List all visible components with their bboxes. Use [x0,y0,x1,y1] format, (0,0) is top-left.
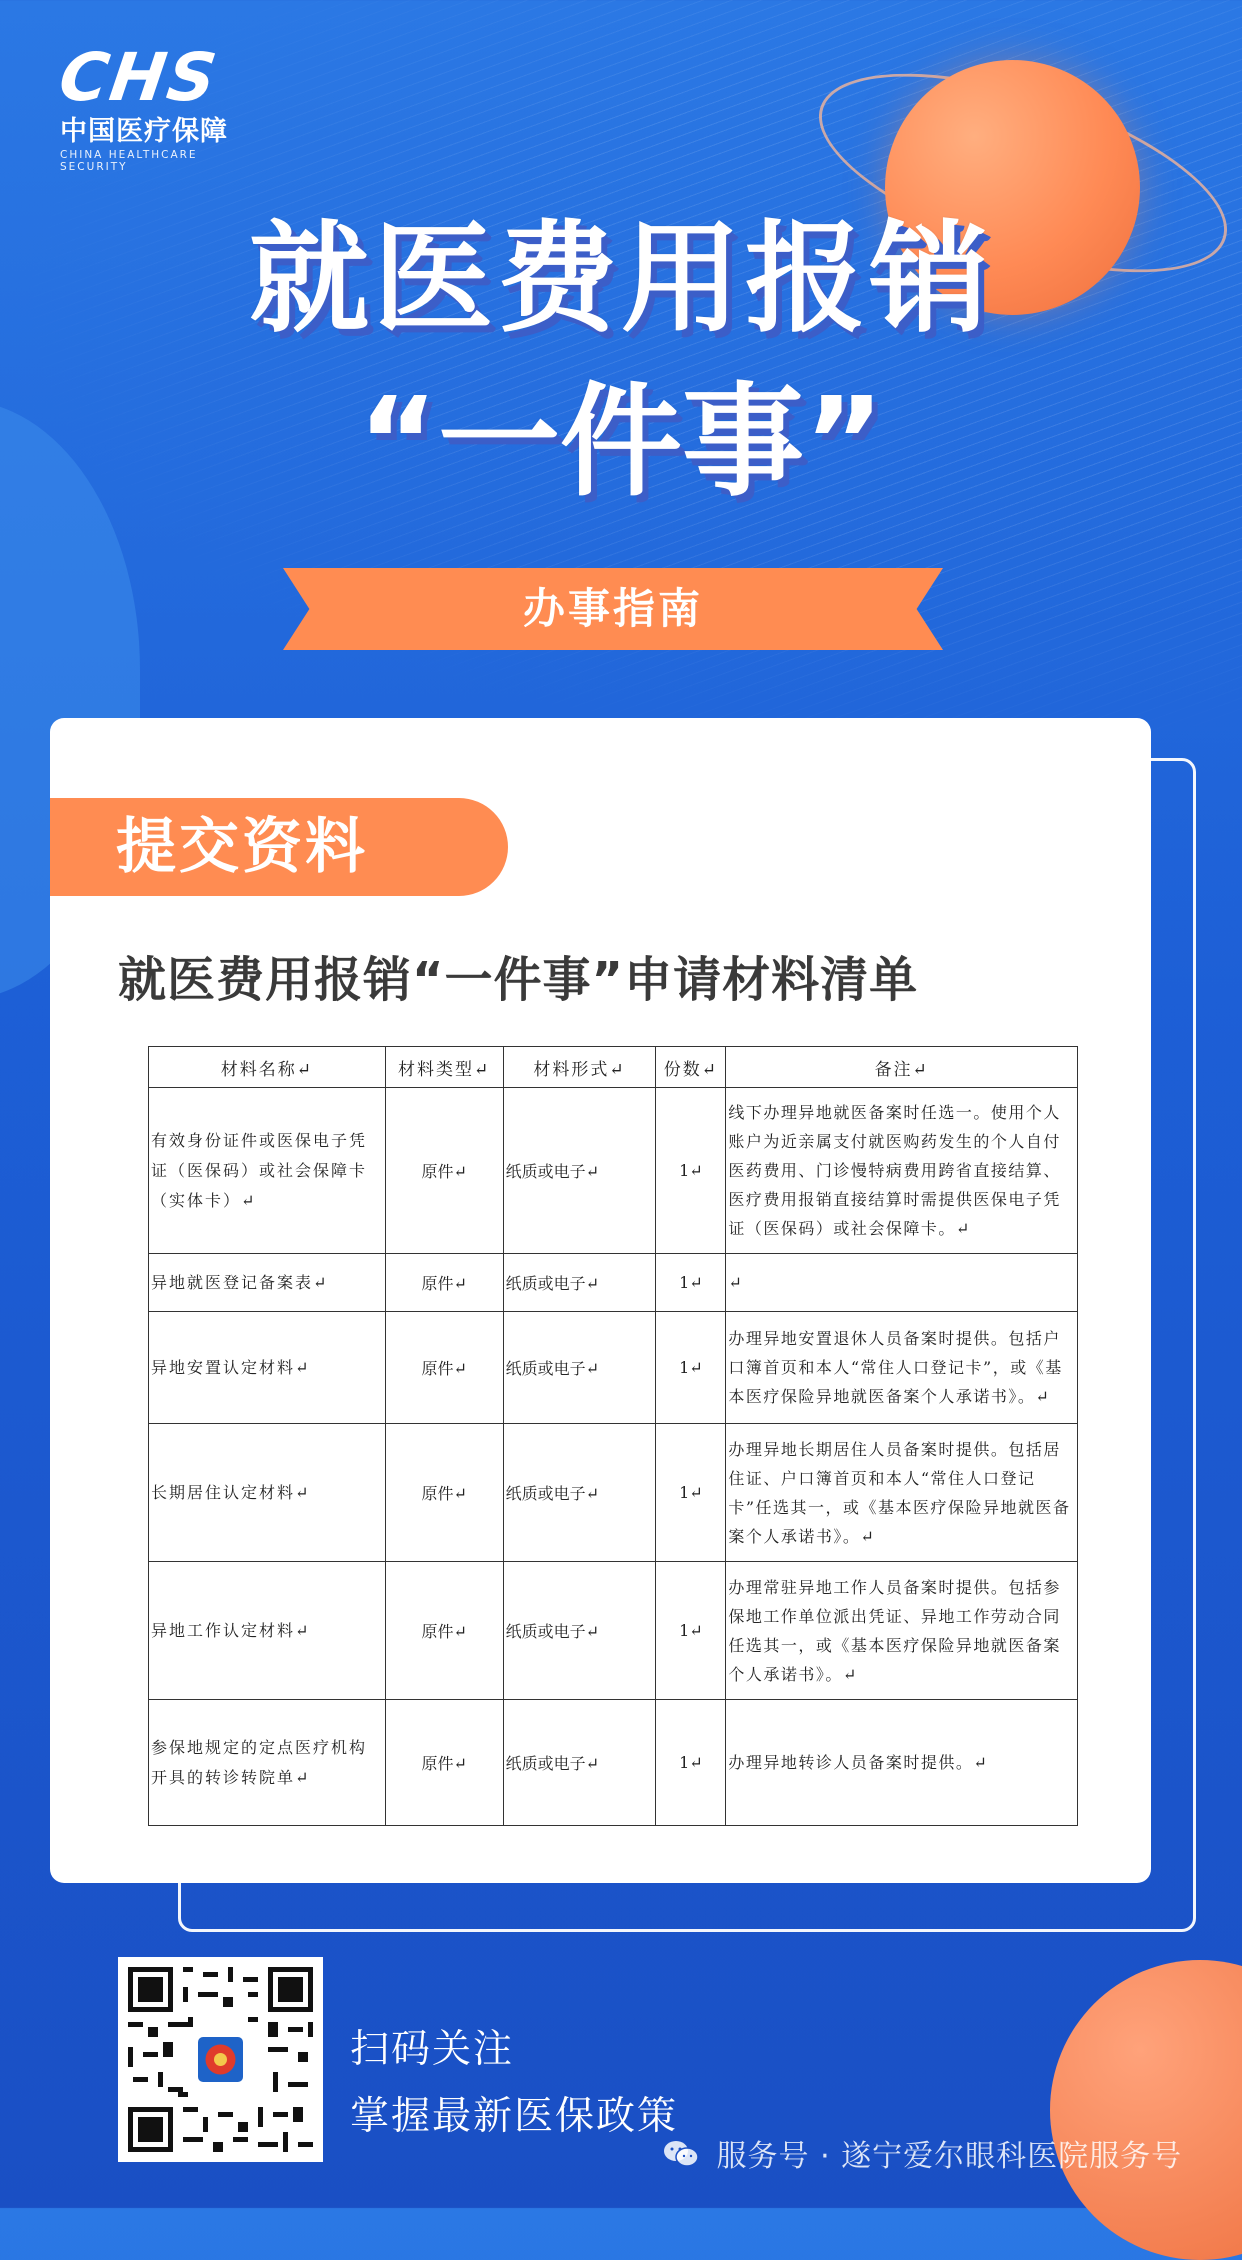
table-row [149,1700,1078,1826]
cell-type: 原件↵ [385,1088,503,1254]
cell-count: 1↵ [656,1312,726,1424]
cell-form: 纸质或电子↵ [503,1700,656,1826]
list-title: 就医费用报销“一件事”申请材料清单 [118,952,919,1008]
cell-type: 原件↵ [385,1312,503,1424]
table-row [149,1312,1078,1424]
header-name: 材料名称↵ [149,1047,386,1088]
scan-text-line2: 掌握最新医保政策 [350,2094,679,2139]
cell-form: 纸质或电子↵ [503,1254,656,1312]
cell-form: 纸质或电子↵ [503,1424,656,1562]
materials-table [148,1046,1078,1826]
cell-form: 纸质或电子↵ [503,1562,656,1700]
cell-name: 有效身份证件或医保电子凭证（医保码）或社会保障卡（实体卡）↵ [149,1088,386,1254]
table-row [149,1254,1078,1312]
wechat-icon [662,2139,700,2177]
cell-name: 长期居住认定材料↵ [149,1424,386,1562]
cell-name: 参保地规定的定点医疗机构开具的转诊转院单↵ [149,1700,386,1826]
cell-note: ↵ [726,1254,1078,1312]
logo-mark: CHS [54,39,223,116]
table-row [149,1088,1078,1254]
main-title-line1: 就医费用报销 [249,210,993,349]
cell-type: 原件↵ [385,1562,503,1700]
cell-note: 办理异地安置退休人员备案时提供。包括户口簿首页和本人“常住人口登记卡”，或《基本医疗保险异地就医备案个人承诺书》。↵ [726,1312,1078,1424]
logo-name-en: CHINA HEALTHCARE SECURITY [60,149,198,173]
main-title-line2: “一件事” [357,371,885,513]
footer-source [662,2131,1182,2177]
cell-note: 办理常驻异地工作人员备案时提供。包括参保地工作单位派出凭证、异地工作劳动合同任选其一，或《基本医疗保险异地就医备案个人承诺书》。↵ [726,1562,1078,1700]
cell-note: 办理异地转诊人员备案时提供。↵ [726,1700,1078,1826]
table-row [149,1424,1078,1562]
cell-name: 异地就医登记备案表↵ [149,1254,386,1312]
scan-text-line1: 扫码关注 [350,2027,515,2072]
chs-logo [54,39,260,173]
table-row [149,1562,1078,1700]
cell-count: 1↵ [656,1424,726,1562]
cell-count: 1↵ [656,1562,726,1700]
header-type: 材料类型↵ [385,1047,503,1088]
cell-form: 纸质或电子↵ [503,1312,656,1424]
cell-type: 原件↵ [385,1424,503,1562]
logo-name-cn: 中国医疗保障 [60,116,228,147]
qr-code-image [118,1957,323,2162]
qr-code[interactable] [118,1957,323,2162]
cell-count: 1↵ [656,1088,726,1254]
ribbon-label: 办事指南 [522,584,703,633]
cell-form: 纸质或电子↵ [503,1088,656,1254]
cell-name: 异地安置认定材料↵ [149,1312,386,1424]
cell-note: 线下办理异地就医备案时任选一。使用个人账户为近亲属支付就医购药发生的个人自付医药费用、门诊慢特病费用跨省直接结算、医疗费用报销直接结算时需提供医保电子凭证（医保码）或社会保障卡。↵ [726,1088,1078,1254]
cell-note: 办理异地长期居住人员备案时提供。包括居住证、户口簿首页和本人“常住人口登记卡”任选其一，或《基本医疗保险异地就医备案个人承诺书》。↵ [726,1424,1078,1562]
table-header-row [149,1047,1078,1088]
cell-count: 1↵ [656,1700,726,1826]
header-note: 备注↵ [726,1047,1078,1088]
cell-name: 异地工作认定材料↵ [149,1562,386,1700]
cell-count: 1↵ [656,1254,726,1312]
header-count: 份数↵ [656,1047,726,1088]
footer-text: 服务号 · 遂宁爱尔眼科医院服务号 [716,2139,1183,2174]
cell-type: 原件↵ [385,1700,503,1826]
corner-circle-decoration [1050,1960,1242,2260]
section-tab: 提交资料 [50,798,508,896]
cell-type: 原件↵ [385,1254,503,1312]
header-form: 材料形式↵ [503,1047,656,1088]
